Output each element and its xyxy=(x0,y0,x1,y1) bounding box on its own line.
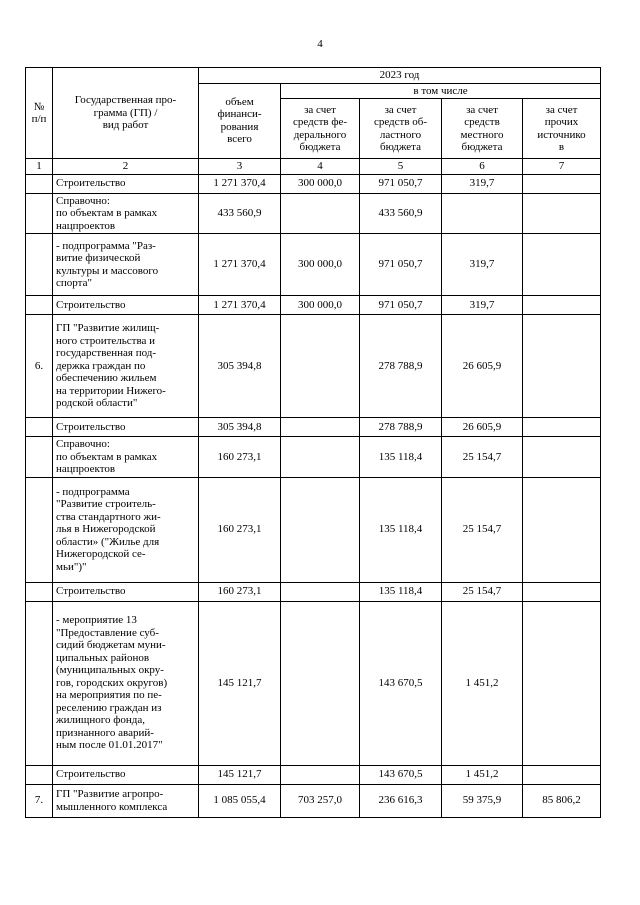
federal-budget xyxy=(281,765,360,784)
program-name: Строительство xyxy=(53,582,199,601)
regional-budget: 433 560,9 xyxy=(360,193,442,234)
federal-budget xyxy=(281,477,360,582)
program-name: Справочно: по объектам в рамках нацпроектов xyxy=(53,193,199,234)
row-number xyxy=(26,601,53,765)
table-row xyxy=(26,315,601,418)
federal-budget xyxy=(281,437,360,478)
local-budget: 1 451,2 xyxy=(442,601,523,765)
federal-budget: 300 000,0 xyxy=(281,174,360,193)
total-financing: 1 085 055,4 xyxy=(199,784,281,817)
row-number xyxy=(26,296,53,315)
local-budget: 25 154,7 xyxy=(442,437,523,478)
column-number: 6 xyxy=(442,159,523,175)
header-other: за счет прочих источнико в xyxy=(523,99,601,159)
row-number xyxy=(26,582,53,601)
other-sources xyxy=(523,765,601,784)
total-financing: 1 271 370,4 xyxy=(199,296,281,315)
other-sources: 85 806,2 xyxy=(523,784,601,817)
local-budget: 319,7 xyxy=(442,296,523,315)
federal-budget: 703 257,0 xyxy=(281,784,360,817)
header-year: 2023 год xyxy=(199,68,601,84)
federal-budget xyxy=(281,582,360,601)
total-financing: 305 394,8 xyxy=(199,315,281,418)
table-row xyxy=(26,765,601,784)
federal-budget xyxy=(281,193,360,234)
table-row xyxy=(26,174,601,193)
total-financing: 145 121,7 xyxy=(199,601,281,765)
local-budget xyxy=(442,193,523,234)
other-sources xyxy=(523,601,601,765)
regional-budget: 143 670,5 xyxy=(360,601,442,765)
table-row xyxy=(26,477,601,582)
table-row xyxy=(26,784,601,817)
page-number: 4 xyxy=(317,38,323,50)
total-financing: 1 271 370,4 xyxy=(199,234,281,296)
other-sources xyxy=(523,174,601,193)
total-financing: 160 273,1 xyxy=(199,582,281,601)
regional-budget: 278 788,9 xyxy=(360,418,442,437)
federal-budget: 300 000,0 xyxy=(281,296,360,315)
local-budget: 26 605,9 xyxy=(442,315,523,418)
other-sources xyxy=(523,418,601,437)
federal-budget xyxy=(281,315,360,418)
regional-budget: 236 616,3 xyxy=(360,784,442,817)
table-row xyxy=(26,418,601,437)
other-sources xyxy=(523,477,601,582)
column-number: 1 xyxy=(26,159,53,175)
regional-budget: 135 118,4 xyxy=(360,582,442,601)
other-sources xyxy=(523,437,601,478)
table-row xyxy=(26,601,601,765)
column-number: 7 xyxy=(523,159,601,175)
row-number: 6. xyxy=(26,315,53,418)
regional-budget: 278 788,9 xyxy=(360,315,442,418)
program-name: Строительство xyxy=(53,174,199,193)
program-name: Строительство xyxy=(53,765,199,784)
row-number xyxy=(26,477,53,582)
total-financing: 433 560,9 xyxy=(199,193,281,234)
local-budget: 26 605,9 xyxy=(442,418,523,437)
total-financing: 160 273,1 xyxy=(199,477,281,582)
table-row xyxy=(26,437,601,478)
federal-budget: 300 000,0 xyxy=(281,234,360,296)
program-name: ГП "Развитие жилищ- ного строительства и государственная под- держка граждан по обеспечению жильем на территории Нижего- родской области" xyxy=(53,315,199,418)
table-row xyxy=(26,234,601,296)
header-including: в том числе xyxy=(281,83,601,99)
program-name: - мероприятие 13 "Предоставление суб- сидий бюджетам муни- ципальных районов (муниципальных окру- гов, городских округов) на мероприятия по пе- реселению граждан из жилищного фонда, признанного аварий- ным после 01.01.2017" xyxy=(53,601,199,765)
header-program: Государственная про- грамма (ГП) / вид работ xyxy=(53,68,199,159)
header-no: № п/п xyxy=(26,68,53,159)
local-budget: 25 154,7 xyxy=(442,477,523,582)
column-number: 4 xyxy=(281,159,360,175)
header-federal: за счет средств фе- дерального бюджета xyxy=(281,99,360,159)
column-numbers-row xyxy=(26,159,601,175)
table-row xyxy=(26,193,601,234)
table-row xyxy=(26,582,601,601)
local-budget: 319,7 xyxy=(442,234,523,296)
other-sources xyxy=(523,296,601,315)
header-total: объем финанси- рования всего xyxy=(199,83,281,159)
program-name: ГП "Развитие агропро- мышленного комплекса xyxy=(53,784,199,817)
row-number xyxy=(26,418,53,437)
other-sources xyxy=(523,315,601,418)
total-financing: 1 271 370,4 xyxy=(199,174,281,193)
program-name: - подпрограмма "Раз- витие физической культуры и массового спорта" xyxy=(53,234,199,296)
program-name: Строительство xyxy=(53,418,199,437)
header-local: за счет средств местного бюджета xyxy=(442,99,523,159)
total-financing: 160 273,1 xyxy=(199,437,281,478)
regional-budget: 971 050,7 xyxy=(360,234,442,296)
header-regional: за счет средств об- ластного бюджета xyxy=(360,99,442,159)
program-name: - подпрограмма "Развитие строитель- ства стандартного жи- лья в Нижегородской области» ("Жилье для Нижегородской се- мьи")" xyxy=(53,477,199,582)
row-number xyxy=(26,174,53,193)
column-number: 2 xyxy=(53,159,199,175)
row-number xyxy=(26,765,53,784)
regional-budget: 143 670,5 xyxy=(360,765,442,784)
regional-budget: 971 050,7 xyxy=(360,174,442,193)
local-budget: 25 154,7 xyxy=(442,582,523,601)
total-financing: 145 121,7 xyxy=(199,765,281,784)
local-budget: 1 451,2 xyxy=(442,765,523,784)
regional-budget: 135 118,4 xyxy=(360,437,442,478)
row-number xyxy=(26,234,53,296)
federal-budget xyxy=(281,601,360,765)
other-sources xyxy=(523,193,601,234)
federal-budget xyxy=(281,418,360,437)
local-budget: 59 375,9 xyxy=(442,784,523,817)
row-number xyxy=(26,193,53,234)
local-budget: 319,7 xyxy=(442,174,523,193)
regional-budget: 135 118,4 xyxy=(360,477,442,582)
regional-budget: 971 050,7 xyxy=(360,296,442,315)
row-number xyxy=(26,437,53,478)
other-sources xyxy=(523,582,601,601)
column-number: 5 xyxy=(360,159,442,175)
column-number: 3 xyxy=(199,159,281,175)
row-number: 7. xyxy=(26,784,53,817)
program-name: Справочно: по объектам в рамках нацпроектов xyxy=(53,437,199,478)
other-sources xyxy=(523,234,601,296)
financing-table xyxy=(25,67,601,818)
total-financing: 305 394,8 xyxy=(199,418,281,437)
table-row xyxy=(26,296,601,315)
program-name: Строительство xyxy=(53,296,199,315)
